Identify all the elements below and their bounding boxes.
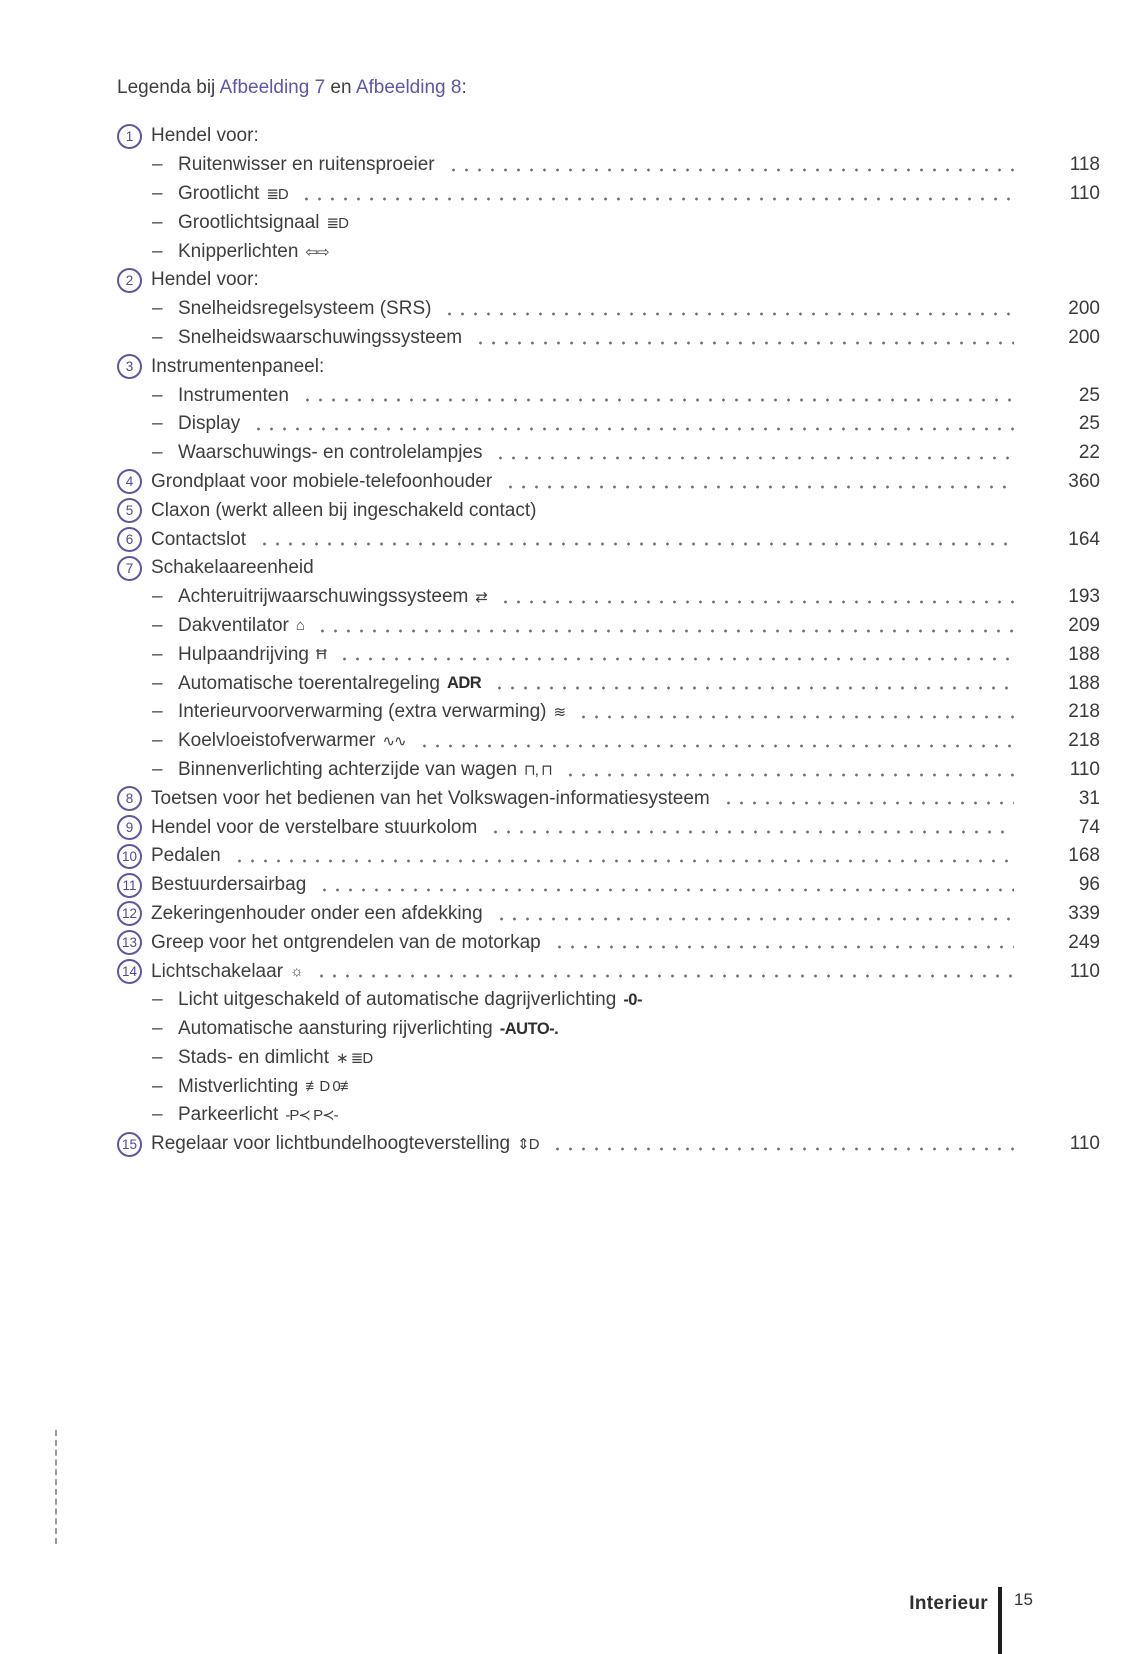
dotted-leader <box>575 698 1014 727</box>
item-label: Instrumentenpaneel: <box>151 355 325 377</box>
bold-code-label: -0- <box>623 990 642 1009</box>
reversing-warning-icon: ⇄ <box>475 589 487 607</box>
subitem-dash: – <box>152 1075 163 1097</box>
dotted-leader <box>316 871 1014 900</box>
subitem-label: Grootlicht <box>178 182 260 204</box>
subitem-label: Koelvloeistofverwarmer <box>178 730 376 752</box>
page-content <box>117 76 1100 1159</box>
legend-heading-text: : <box>461 77 467 98</box>
subitem-dash: – <box>152 384 163 406</box>
subitem-dash: – <box>152 701 163 723</box>
legend-subitem <box>117 756 1100 785</box>
subitem-dash: – <box>152 1018 163 1040</box>
legend-subitem <box>117 1044 1100 1073</box>
bold-code-label: ADR <box>446 674 482 693</box>
dotted-leader <box>487 813 1014 842</box>
legend-subitem <box>117 669 1100 698</box>
item-number-badge: 12 <box>117 901 142 926</box>
turn-signals-icon: ⇦⇨ <box>305 243 329 261</box>
subitem-label: Dakventilator <box>178 614 289 636</box>
dotted-leader <box>299 381 1014 410</box>
figure-8-link[interactable]: Afbeelding 8 <box>355 77 462 98</box>
dotted-leader <box>549 1130 1014 1159</box>
subitem-label: Hulpaandrijving <box>178 643 309 665</box>
legend-subitem <box>117 324 1100 353</box>
interior-lights-rear-icon: ⊓, ⊓ <box>524 761 552 779</box>
subitem-dash: – <box>152 672 163 694</box>
legend-item <box>117 1130 1100 1159</box>
dotted-leader <box>551 928 1014 957</box>
subitem-label: Grootlichtsignaal <box>178 211 320 233</box>
dotted-leader <box>491 669 1014 698</box>
high-beam-flash-icon: ≣D <box>326 214 348 232</box>
page-reference: 200 <box>1068 326 1100 348</box>
page-reference: 209 <box>1068 614 1100 636</box>
item-number-badge: 3 <box>117 354 142 379</box>
page-reference: 168 <box>1068 845 1100 867</box>
legend-subitem <box>117 208 1100 237</box>
item-label: Hendel voor de verstelbare stuurkolom <box>151 816 478 838</box>
legend-item <box>117 468 1100 497</box>
item-number-badge: 15 <box>117 1132 142 1157</box>
dotted-leader <box>250 410 1014 439</box>
subitem-dash: – <box>152 413 163 435</box>
item-label: Claxon (werkt alleen bij ingeschakeld contact) <box>151 499 537 521</box>
item-number-badge: 13 <box>117 930 142 955</box>
item-number-badge: 5 <box>117 498 142 523</box>
dotted-leader <box>336 640 1014 669</box>
dotted-leader <box>314 612 1014 641</box>
page-reference: 110 <box>1069 182 1100 204</box>
subitem-dash: – <box>152 298 163 320</box>
parking-lights-icon: -P≺ P≺- <box>285 1107 338 1125</box>
item-number-badge: 8 <box>117 786 142 811</box>
item-label: Regelaar voor lichtbundelhoogteverstelling <box>151 1133 511 1155</box>
subitem-label: Knipperlichten <box>178 240 299 262</box>
legend-subitem <box>117 439 1100 468</box>
subitem-dash: – <box>152 758 163 780</box>
page-reference: 110 <box>1069 1133 1100 1155</box>
subitem-label: Parkeerlicht <box>178 1104 279 1126</box>
page-reference: 188 <box>1068 672 1100 694</box>
subitem-label: Achteruitrijwaarschuwingssysteem <box>178 586 469 608</box>
dotted-leader <box>445 151 1014 180</box>
subitem-dash: – <box>152 442 163 464</box>
legend-item <box>117 871 1100 900</box>
legend-list <box>117 122 1100 1159</box>
subitem-dash: – <box>152 989 163 1011</box>
item-label: Schakelaareenheid <box>151 557 314 579</box>
headlight-range-icon: ⇕D <box>517 1136 539 1154</box>
dotted-leader <box>441 295 1014 324</box>
legend-subitem <box>117 612 1100 641</box>
subitem-dash: – <box>152 182 163 204</box>
footer-page-number: 15 <box>1014 1590 1033 1609</box>
subitem-dash: – <box>152 211 163 233</box>
subitem-dash: – <box>152 730 163 752</box>
page-reference: 22 <box>1078 442 1100 464</box>
page-reference: 74 <box>1078 816 1100 838</box>
legend-item <box>117 525 1100 554</box>
dotted-leader <box>298 180 1014 209</box>
legend-subitem <box>117 1101 1100 1130</box>
item-label: Contactslot <box>151 528 247 550</box>
item-number-badge: 6 <box>117 527 142 552</box>
subitem-label: Waarschuwings- en controlelampjes <box>178 442 483 464</box>
side-and-low-beam-icon: ∗ ≣D <box>336 1049 373 1067</box>
legend-heading <box>117 76 1100 100</box>
item-label: Lichtschakelaar <box>151 960 284 982</box>
legend-subitem <box>117 1072 1100 1101</box>
subitem-label: Interieurvoorverwarming (extra verwarming) <box>178 701 547 723</box>
subitem-dash: – <box>152 240 163 262</box>
legend-subitem <box>117 583 1100 612</box>
legend-subitem <box>117 698 1100 727</box>
legend-item <box>117 266 1100 295</box>
subitem-dash: – <box>152 326 163 348</box>
roof-ventilator-icon: ⌂ <box>295 617 304 635</box>
auxiliary-heating-icon: ≋ <box>553 704 566 722</box>
fog-lights-icon: ≢D 0≢ <box>305 1078 354 1096</box>
dotted-leader <box>493 900 1014 929</box>
subitem-dash: – <box>152 614 163 636</box>
legend-subitem <box>117 295 1100 324</box>
page-reference: 193 <box>1068 586 1100 608</box>
page-reference: 110 <box>1069 758 1100 780</box>
legend-subitem <box>117 151 1100 180</box>
legend-item <box>117 900 1100 929</box>
figure-7-link[interactable]: Afbeelding 7 <box>219 77 326 98</box>
dotted-leader <box>231 842 1014 871</box>
dotted-leader <box>313 957 1014 986</box>
legend-item <box>117 554 1100 583</box>
subitem-label: Mistverlichting <box>178 1075 299 1097</box>
item-number-badge: 9 <box>117 815 142 840</box>
item-label: Hendel voor: <box>151 269 259 291</box>
item-label: Zekeringenhouder onder een afdekking <box>151 902 483 924</box>
legend-subitem <box>117 640 1100 669</box>
legend-item <box>117 957 1100 986</box>
item-label: Hendel voor: <box>151 125 259 147</box>
page-reference: 110 <box>1069 960 1100 982</box>
dotted-leader <box>472 324 1014 353</box>
page-reference: 188 <box>1068 643 1100 665</box>
footer-section-label: Interieur <box>909 1593 988 1614</box>
legend-heading-text: en <box>325 77 356 98</box>
dotted-leader <box>502 468 1014 497</box>
auxiliary-drive-icon: Ħ <box>315 646 326 664</box>
item-number-badge: 4 <box>117 469 142 494</box>
legend-item <box>117 122 1100 151</box>
item-number-badge: 11 <box>117 873 142 898</box>
legend-item <box>117 842 1100 871</box>
subitem-dash: – <box>152 154 163 176</box>
item-number-badge: 10 <box>117 844 142 869</box>
legend-subitem <box>117 237 1100 266</box>
bold-code-label: -AUTO-. <box>499 1019 559 1038</box>
subitem-label: Stads- en dimlicht <box>178 1046 330 1068</box>
legend-subitem <box>117 1015 1100 1044</box>
item-number-badge: 1 <box>117 124 142 149</box>
page-reference: 360 <box>1068 470 1100 492</box>
page-reference: 339 <box>1068 902 1100 924</box>
subitem-label: Automatische toerentalregeling <box>178 672 440 694</box>
subitem-label: Instrumenten <box>178 384 289 406</box>
legend-item <box>117 813 1100 842</box>
legend-item <box>117 496 1100 525</box>
dotted-leader <box>562 756 1014 785</box>
legend-heading-text: Legenda bij <box>117 77 220 98</box>
dotted-leader <box>497 583 1014 612</box>
legend-subitem <box>117 410 1100 439</box>
item-number-badge: 14 <box>117 959 142 984</box>
item-label: Greep voor het ontgrendelen van de motorkap <box>151 931 541 953</box>
dotted-leader <box>492 439 1014 468</box>
legend-subitem <box>117 180 1100 209</box>
subitem-label: Snelheidsregelsysteem (SRS) <box>178 298 432 320</box>
subitem-dash: – <box>152 643 163 665</box>
page-reference: 249 <box>1068 931 1100 953</box>
page-reference: 118 <box>1069 154 1100 176</box>
subitem-dash: – <box>152 1104 163 1126</box>
subitem-label: Display <box>178 413 241 435</box>
subitem-label: Binnenverlichting achterzijde van wagen <box>178 758 518 780</box>
page-reference: 31 <box>1078 787 1100 809</box>
light-switch-icon: ☼ <box>290 963 303 980</box>
subitem-label: Licht uitgeschakeld of automatische dagrijverlichting <box>178 989 617 1011</box>
subitem-label: Snelheidswaarschuwingssysteem <box>178 326 463 348</box>
page-reference: 164 <box>1068 528 1100 550</box>
dotted-leader <box>416 727 1014 756</box>
page-reference: 200 <box>1068 298 1100 320</box>
legend-subitem <box>117 986 1100 1015</box>
item-number-badge: 7 <box>117 556 142 581</box>
page-reference: 218 <box>1068 701 1100 723</box>
subitem-label: Automatische aansturing rijverlichting <box>178 1018 493 1040</box>
subitem-dash: – <box>152 586 163 608</box>
item-label: Bestuurdersairbag <box>151 874 307 896</box>
page-reference: 25 <box>1078 413 1100 435</box>
legend-item <box>117 784 1100 813</box>
high-beam-icon: ≣D <box>266 185 288 203</box>
subitem-dash: – <box>152 1046 163 1068</box>
item-label: Toetsen voor het bedienen van het Volkswagen-informatiesysteem <box>151 787 710 809</box>
item-number-badge: 2 <box>117 268 142 293</box>
dotted-leader <box>256 525 1014 554</box>
page-reference: 218 <box>1068 730 1100 752</box>
footer-divider-bar <box>998 1587 1002 1654</box>
item-label: Grondplaat voor mobiele-telefoonhouder <box>151 470 493 492</box>
dotted-leader <box>720 784 1014 813</box>
subitem-label: Ruitenwisser en ruitensproeier <box>178 154 435 176</box>
legend-item <box>117 928 1100 957</box>
item-label: Pedalen <box>151 845 221 867</box>
legend-subitem <box>117 381 1100 410</box>
legend-item <box>117 352 1100 381</box>
fold-mark <box>55 1430 57 1544</box>
page-reference: 96 <box>1078 874 1100 896</box>
legend-subitem <box>117 727 1100 756</box>
page-reference: 25 <box>1078 384 1100 406</box>
coolant-heater-icon: ∿∿ <box>382 733 406 751</box>
